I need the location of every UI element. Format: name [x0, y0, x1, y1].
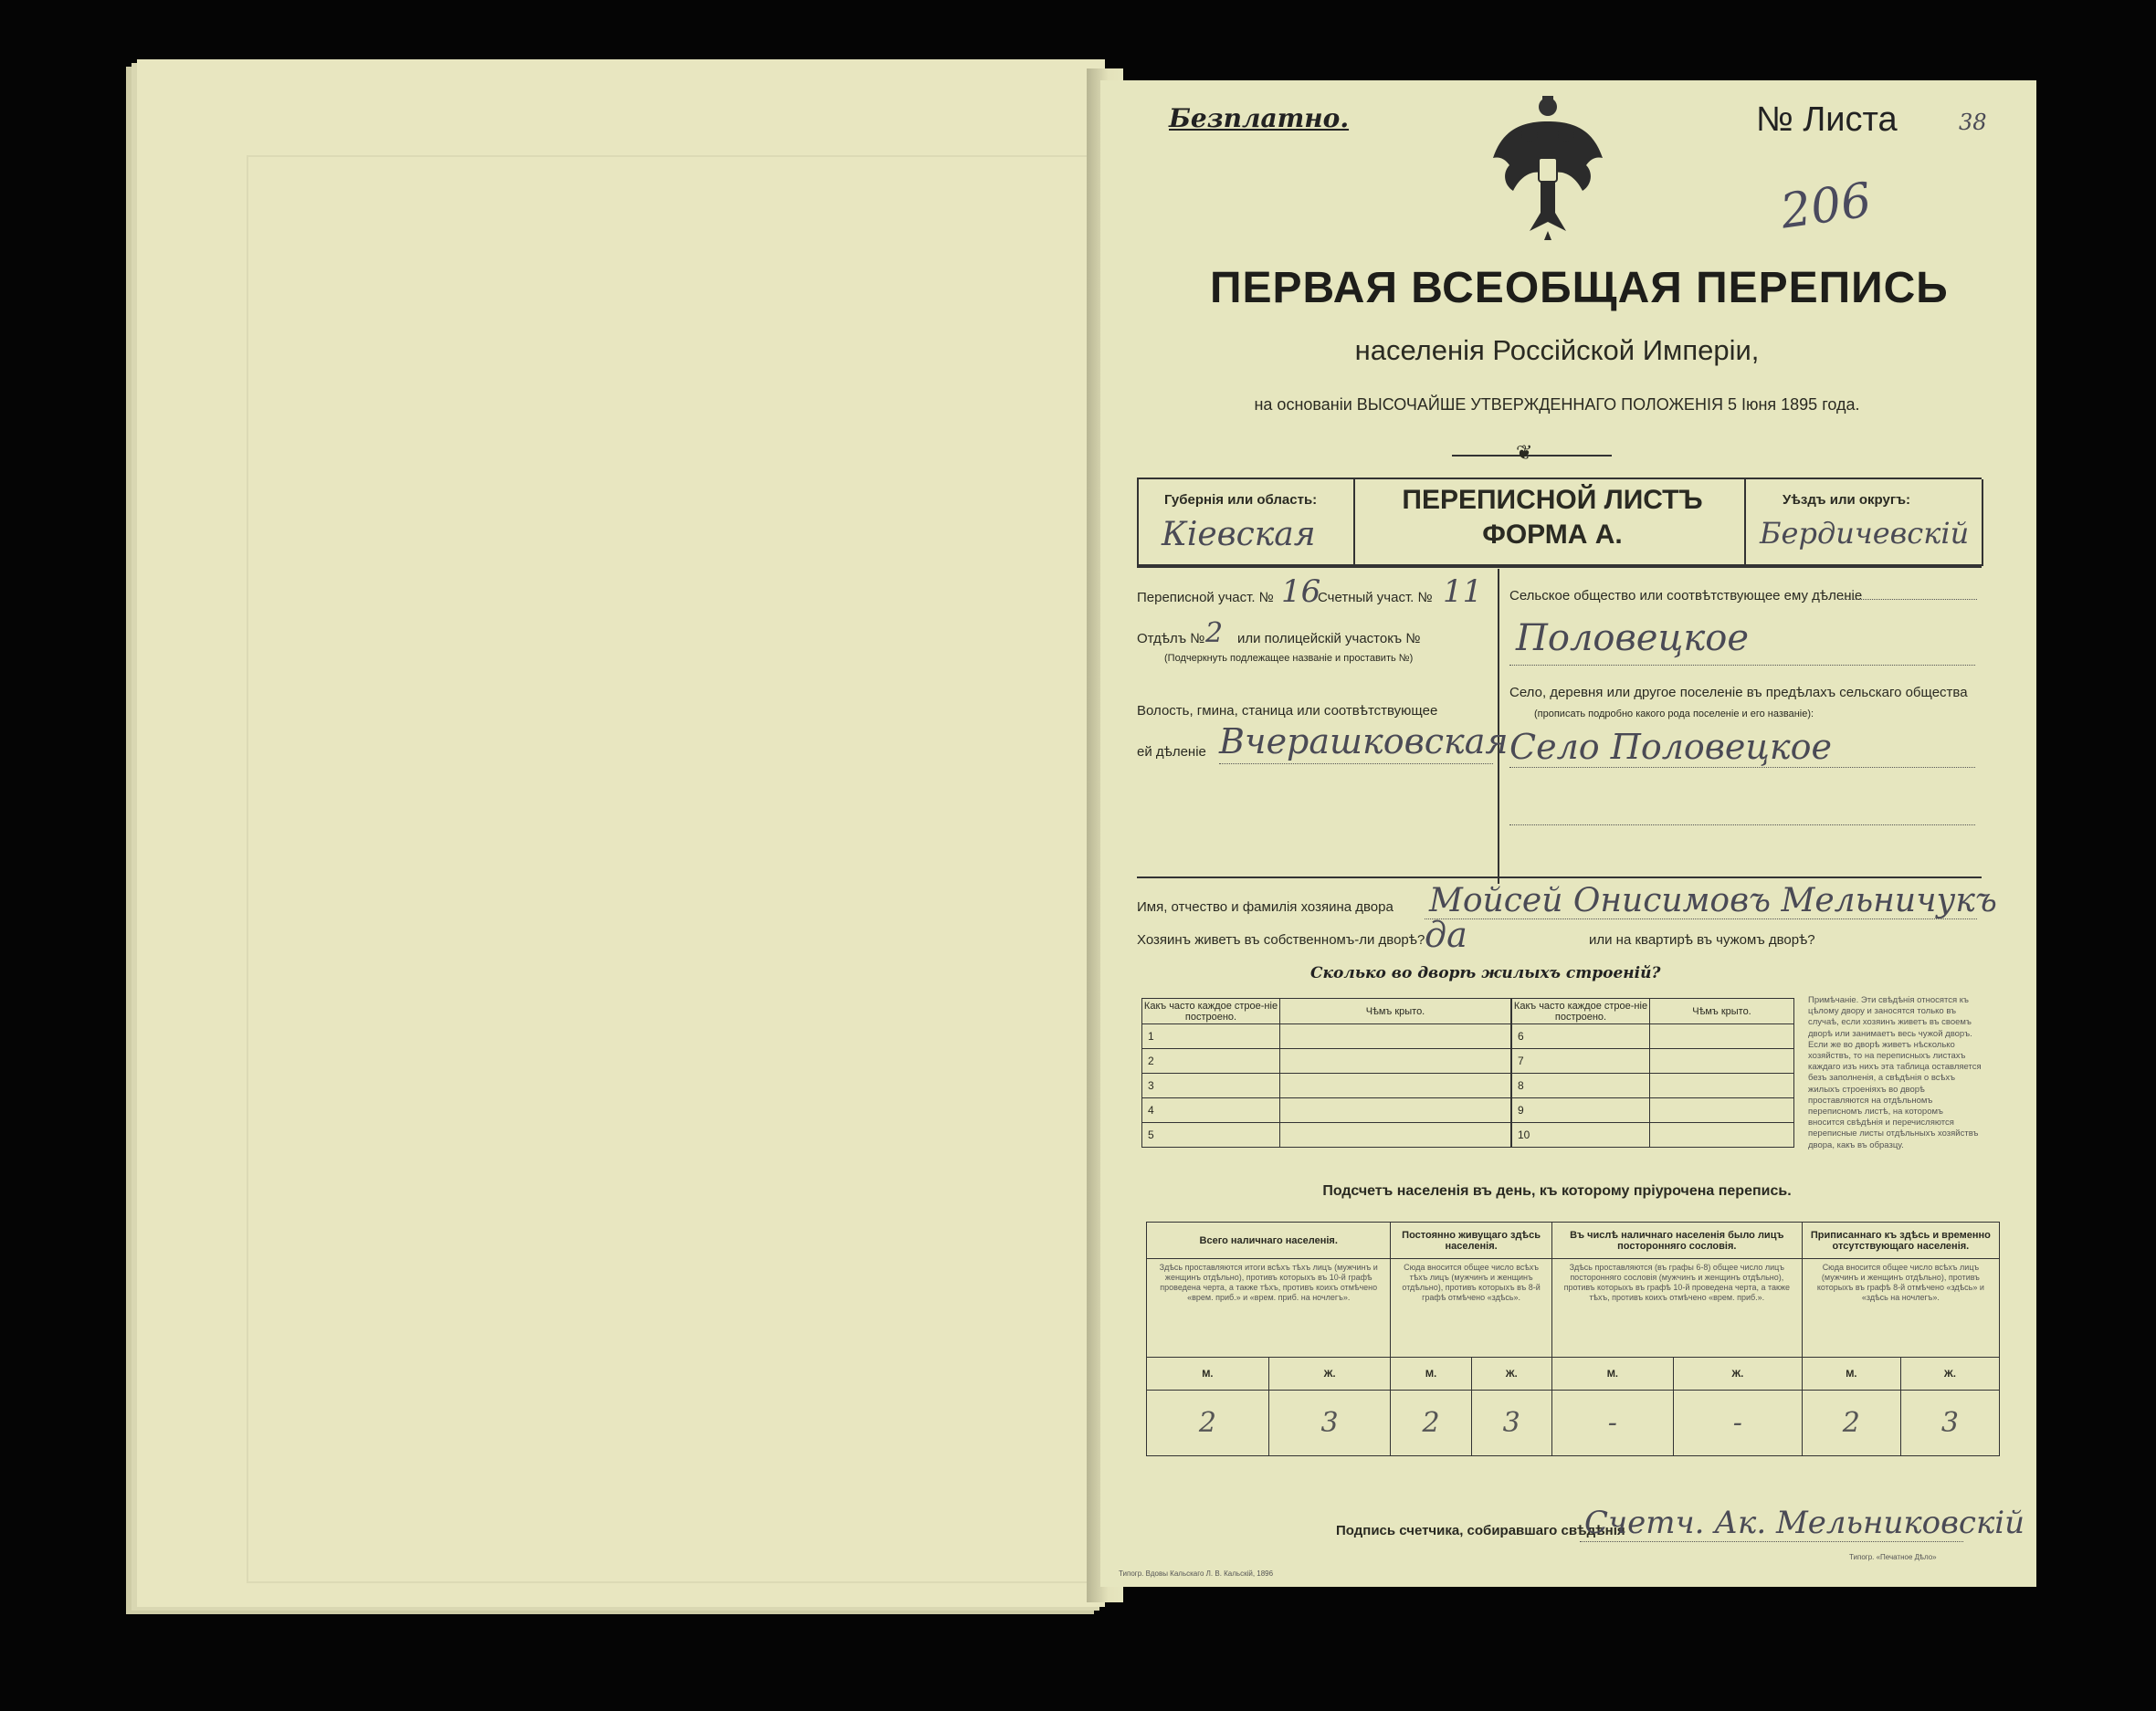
uezd-value: Бердичевскій	[1760, 516, 1970, 551]
header-boxes	[1137, 478, 1982, 568]
print-line-left: Типогр. Вдовы Кальскаго Л. В. Кальскій, 1896	[1119, 1569, 1274, 1578]
schet-label: Счетный участ. №	[1318, 590, 1433, 605]
uezd-label: Уѣздъ или округъ:	[1783, 492, 1911, 508]
buildings-row: 2	[1142, 1049, 1280, 1074]
obshchestvo-value: Половецкое	[1516, 617, 1750, 659]
buildings-row: 6	[1512, 1024, 1650, 1049]
double-headed-eagle-emblem-icon	[1484, 94, 1612, 249]
gubernia-label: Губернія или область:	[1164, 492, 1318, 508]
form-subtitle: населенія Россійской Имперіи,	[1354, 334, 1760, 366]
owner-underline	[1425, 918, 1977, 919]
selo-underline	[1509, 767, 1975, 768]
obshchestvo-label: Сельское общество или соотвѣтствующее ему дѣленіе	[1509, 588, 1863, 604]
count-value: 3	[1268, 1391, 1391, 1456]
owner-label: Имя, отчество и фамилія хозяина двора	[1137, 899, 1394, 915]
volost-label-2: ей дѣленіе	[1137, 744, 1206, 760]
owner-value: Мойсей Онисимовъ Мельничукъ	[1429, 882, 1997, 919]
sheet-number-label: № Листа	[1756, 100, 1898, 139]
otdel-rest: или полицейскій участокъ №	[1237, 631, 1421, 646]
signature-value: Счетч. Ак. Мельниковскій	[1584, 1505, 2025, 1541]
bleed-through-frame	[247, 155, 1090, 1583]
obshchestvo-dots	[1840, 599, 1977, 600]
field-block-top-rule	[1137, 564, 1982, 566]
selo-value: Село Половецкое	[1509, 727, 1832, 767]
otdel-value: 2	[1205, 617, 1224, 649]
uezd-box	[1744, 479, 1983, 566]
count-zh-label: Ж.	[1900, 1358, 1999, 1391]
count-zh-label: Ж.	[1673, 1358, 1802, 1391]
otdel-label: Отдѣлъ №	[1137, 631, 1205, 646]
count-value: -	[1551, 1391, 1673, 1456]
count-col-permanent-head: Постоянно живущаго здѣсь населенія.	[1391, 1223, 1551, 1259]
buildings-row: 1	[1142, 1024, 1280, 1049]
form-main-title: ПЕРВАЯ ВСЕОБЩАЯ ПЕРЕПИСЬ	[1210, 264, 1949, 312]
count-value: 3	[1471, 1391, 1551, 1456]
buildings-label: Сколько во дворѣ жилыхъ строеній?	[1310, 964, 1661, 982]
buildings-col-how: Какъ часто каждое строе-ніе построено.	[1142, 999, 1280, 1024]
count-col-total-head: Всего наличнаго населенія.	[1147, 1223, 1391, 1259]
buildings-row: 4	[1142, 1098, 1280, 1123]
count-col-absent-desc: Сюда вносится общее число всѣхъ лицъ (мужчинъ и женщинъ отдѣльно), противъ которыхъ въ графѣ 8-й отмѣчено «здѣсь» и «здѣсь на ночлегъ».	[1802, 1259, 1999, 1358]
count-value: -	[1673, 1391, 1802, 1456]
signature-label: Подпись счетчика, собиравшаго свѣдѣнія	[1336, 1523, 1625, 1538]
own-yard-value: да	[1425, 915, 1467, 955]
count-zh-label: Ж.	[1471, 1358, 1551, 1391]
count-value: 2	[1391, 1391, 1471, 1456]
buildings-table-right	[1511, 998, 1794, 1148]
count-m-label: М.	[1551, 1358, 1673, 1391]
left-page-blank	[137, 59, 1105, 1607]
buildings-note: Примѣчаніе. Эти свѣдѣнія относятся къ цѣлому двору и заносятся только въ случаѣ, если хозяинъ живетъ въ своемъ дворѣ или занимаетъ весь чужой дворъ. Если же во дворѣ живетъ нѣсколько хозяйствъ, то на переписныхъ листахъ каждаго изъ нихъ эта таблица оставляется безъ заполненія, а свѣдѣнія о всѣхъ жилыхъ строеніяхъ во дворѣ проставляются на отдѣльномъ переписномъ листѣ, на которомъ вносится свѣдѣнія и перечисляются переписные листы отдѣльныхъ хозяйствъ двора, какъ въ образцу.	[1808, 995, 1982, 1150]
count-col-total-desc: Здѣсь проставляются итоги всѣхъ тѣхъ лицъ (мужчинъ и женщинъ отдѣльно), противъ которыхъ въ 10-й графѣ проведена черта, а также тѣхъ, противъ коихъ отмѣчено «врем. приб.» и «врем. приб. на ночлегъ».	[1147, 1259, 1391, 1358]
schet-value: 11	[1443, 573, 1483, 610]
gubernia-box	[1137, 479, 1355, 566]
free-label: Безплатно.	[1169, 103, 1350, 133]
buildings-col-roof-2: Чѣмъ крыто.	[1650, 999, 1794, 1024]
otdel-note: (Подчеркнуть подлежащее названіе и проставить №)	[1164, 653, 1414, 664]
buildings-row: 7	[1512, 1049, 1650, 1074]
uchastok-value: 16	[1281, 573, 1321, 610]
form-basis: на основаніи ВЫСОЧАЙШЕ УТВЕРЖДЕННАГО ПОЛОЖЕНІЯ 5 Іюня 1895 года.	[1254, 395, 1860, 414]
count-value: 3	[1900, 1391, 1999, 1456]
buildings-col-how-2: Какъ часто каждое строе-ніе построено.	[1512, 999, 1650, 1024]
buildings-row: 5	[1142, 1123, 1280, 1148]
uchastok-label: Переписной участ. №	[1137, 590, 1274, 605]
count-m-label: М.	[1391, 1358, 1471, 1391]
form-title: ПЕРЕПИСНОЙ ЛИСТЪ	[1402, 485, 1703, 515]
volost-underline	[1219, 763, 1493, 764]
selo-underline-2	[1509, 824, 1975, 825]
field-block-bottom-rule	[1137, 876, 1982, 878]
ornament-flourish-icon: ❦	[1516, 442, 1533, 465]
count-col-permanent-desc: Сюда вносится общее число всѣхъ тѣхъ лицъ (мужчинъ и женщинъ отдѣльно), противъ которыхъ въ 8-й графѣ отмѣчено «здѣсь».	[1391, 1259, 1551, 1358]
volost-value: Вчерашковская	[1219, 721, 1509, 761]
buildings-row: 3	[1142, 1074, 1280, 1098]
count-m-label: М.	[1147, 1358, 1269, 1391]
volost-label: Волость, гмина, станица или соотвѣтствующее	[1137, 703, 1438, 719]
buildings-row: 9	[1512, 1098, 1650, 1123]
stamp-number: 206	[1777, 173, 1875, 240]
obshchestvo-underline	[1509, 665, 1975, 666]
print-line-right: Типогр. «Печатное Дѣло»	[1849, 1553, 1937, 1561]
census-form-page	[1100, 80, 2036, 1587]
buildings-row: 8	[1512, 1074, 1650, 1098]
count-zh-label: Ж.	[1268, 1358, 1391, 1391]
buildings-row: 10	[1512, 1123, 1650, 1148]
count-m-label: М.	[1802, 1358, 1900, 1391]
population-count-table	[1146, 1222, 2000, 1456]
count-value: 2	[1147, 1391, 1269, 1456]
buildings-col-roof: Чѣмъ крыто.	[1280, 999, 1511, 1024]
count-col-absent-head: Приписаннаго къ здѣсь и временно отсутствующаго населенія.	[1802, 1223, 1999, 1259]
form-subtitle-a: ФОРМА А.	[1482, 520, 1623, 550]
count-col-other-estate-head: Въ числѣ наличнаго населенія было лицъ посторонняго сословія.	[1551, 1223, 1802, 1259]
count-col-other-estate-desc: Здѣсь проставляются (въ графы 6-8) общее число лицъ посторонняго сословія (мужчинъ и женщинъ отдѣльно), противъ которыхъ въ графѣ 10-й проведена черта, а также тѣхъ, противъ коихъ отмѣчено «врем. приб.».	[1551, 1259, 1802, 1358]
gubernia-value: Кіевская	[1162, 516, 1316, 553]
count-title: Подсчетъ населенія въ день, къ которому пріурочена перепись.	[1322, 1183, 1792, 1199]
own-yard-label: Хозяинъ живетъ въ собственномъ-ли дворѣ?	[1137, 932, 1425, 948]
count-value: 2	[1802, 1391, 1900, 1456]
selo-label: Село, деревня или другое поселеніе въ предѣлахъ сельскаго общества	[1509, 685, 1968, 700]
signature-underline	[1580, 1541, 1963, 1542]
buildings-table-left	[1141, 998, 1511, 1148]
sheet-number-value: 38	[1959, 110, 1987, 135]
own-yard-rest: или на квартирѣ въ чужомъ дворѣ?	[1589, 932, 1815, 948]
selo-note: (прописать подробно какого рода поселеніе и его названіе):	[1534, 709, 1814, 719]
